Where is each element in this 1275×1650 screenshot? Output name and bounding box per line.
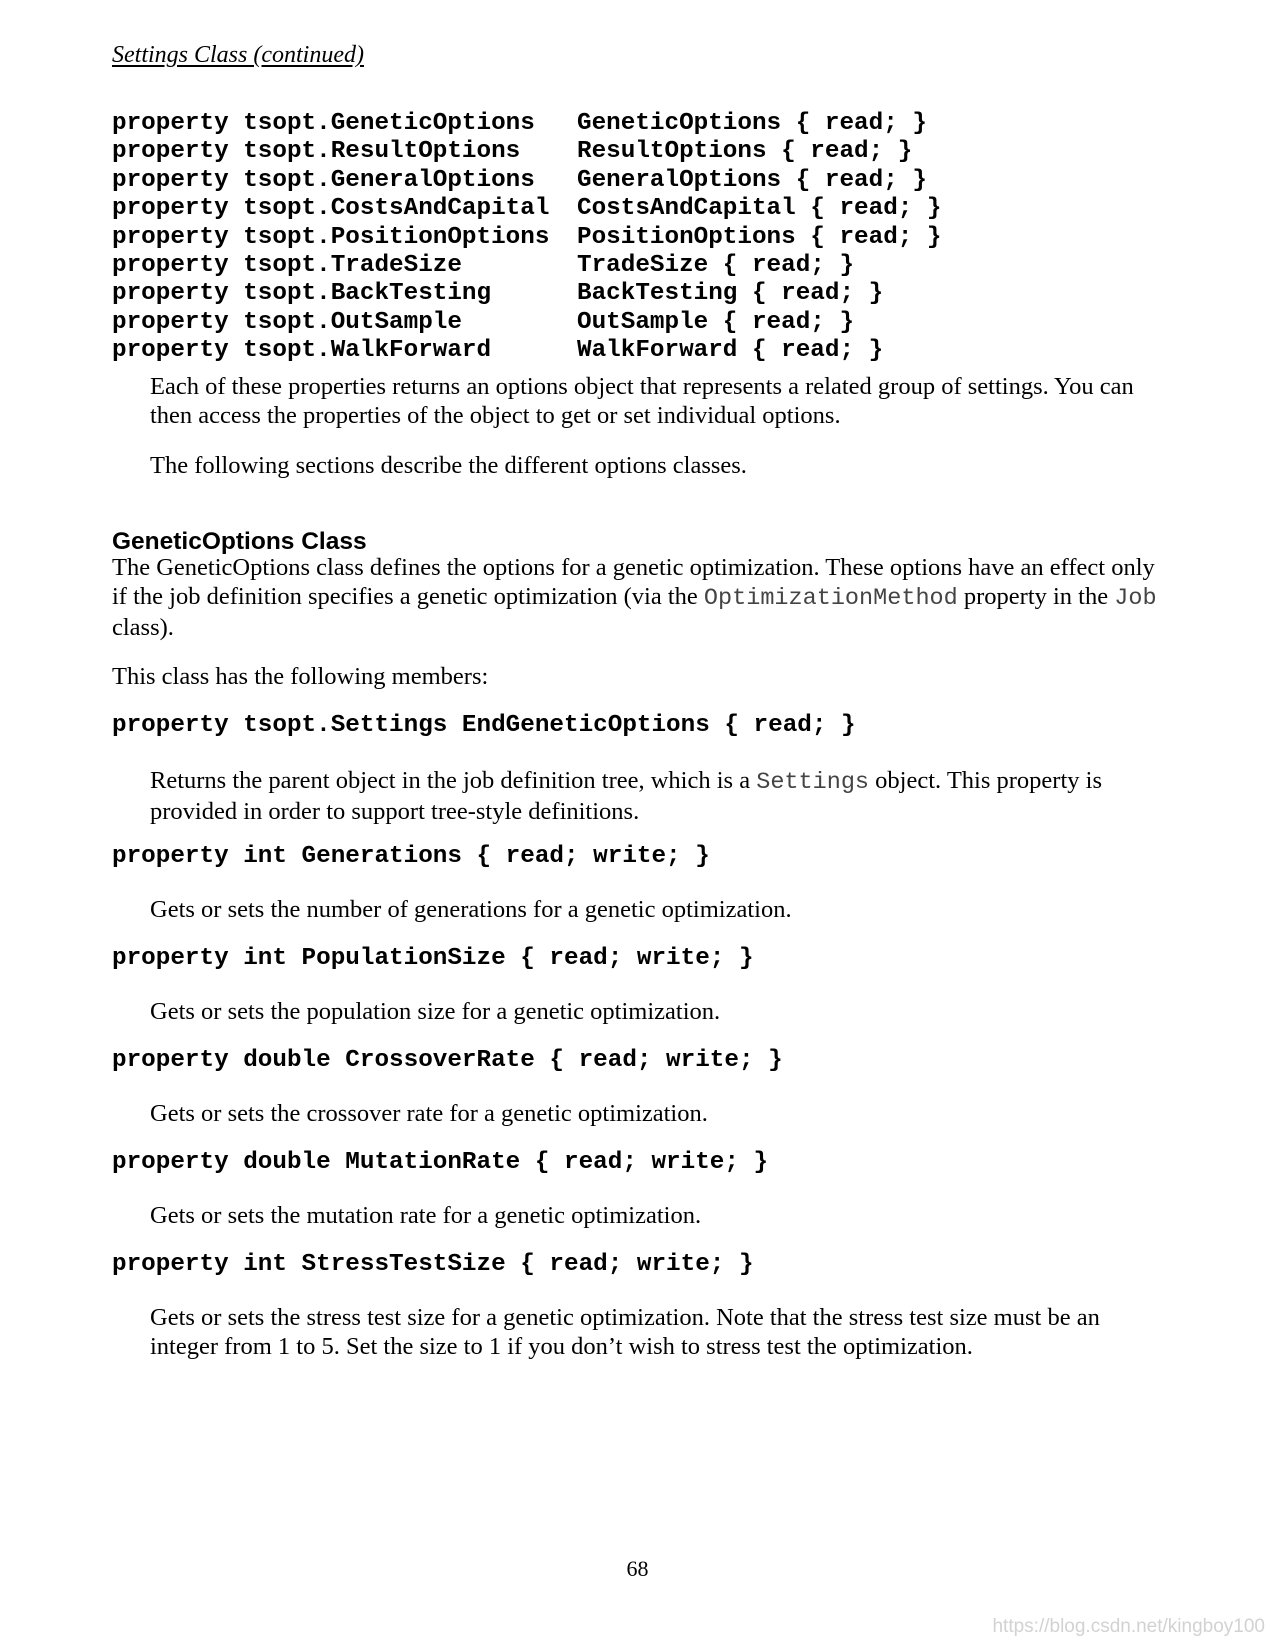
property-row-genetic-options <box>112 110 942 138</box>
property-accessor: CostsAndCapital { read; } <box>577 195 942 223</box>
member-description-population-size: Gets or sets the population size for a genetic optimization. <box>150 998 721 1025</box>
property-accessor: WalkForward { read; } <box>577 337 884 365</box>
property-row-walk-forward <box>112 337 942 365</box>
property-declaration: property tsopt.OutSample <box>112 308 462 336</box>
inline-code-settings: Settings <box>756 769 870 796</box>
property-row-position-options <box>112 224 942 252</box>
property-row-trade-size <box>112 252 942 280</box>
description-text: The GeneticOptions class defines the options for a genetic optimization. These options have an effect only if the job definition specifies a genetic optimization (via the <box>112 554 1155 610</box>
members-intro: This class has the following members: <box>112 663 489 690</box>
property-row-result-options <box>112 138 942 166</box>
property-accessor: PositionOptions { read; } <box>577 223 942 251</box>
property-declaration: property tsopt.PositionOptions <box>112 223 550 251</box>
description-text: object. This property is provided in order to support tree-style definitions. <box>150 767 1102 825</box>
property-declaration: property tsopt.BackTesting <box>112 280 492 308</box>
running-header: Settings Class (continued) <box>112 42 364 68</box>
inline-code-optimization-method: OptimizationMethod <box>703 585 958 612</box>
property-accessor: OutSample { read; } <box>577 308 855 336</box>
description-text: class). <box>112 614 174 641</box>
member-description-stress-test-size: Gets or sets the stress test size for a genetic optimization. Note that the stress test size must be an integer from 1 to 5. Set the size to 1 if you don’t wish to stress test the optimization. <box>150 1304 1100 1360</box>
genetic-options-description <box>112 553 1172 642</box>
property-accessor: GeneralOptions { read; } <box>577 166 927 194</box>
property-declaration: property tsopt.CostsAndCapital <box>112 195 550 223</box>
intro-paragraph: Each of these properties returns an options object that represents a related group of settings. You can then access the properties of the object to get or set individual options. <box>150 373 1134 429</box>
property-declaration: property tsopt.TradeSize <box>112 251 462 279</box>
member-description-generations: Gets or sets the number of generations for a genetic optimization. <box>150 896 792 923</box>
member-signature-mutation-rate: property double MutationRate { read; write; } <box>112 1149 769 1176</box>
property-declaration: property tsopt.WalkForward <box>112 337 492 365</box>
property-row-general-options <box>112 167 942 195</box>
settings-properties-table <box>112 110 942 366</box>
genetic-options-heading: GeneticOptions Class <box>112 528 367 555</box>
page-number: 68 <box>626 1556 649 1581</box>
sections-intro-paragraph: The following sections describe the different options classes. <box>150 452 747 479</box>
member-signature-end-genetic-options: property tsopt.Settings EndGeneticOptions { read; } <box>112 712 856 739</box>
property-declaration: property tsopt.GeneticOptions <box>112 110 535 137</box>
member-signature-crossover-rate: property double CrossoverRate { read; write; } <box>112 1047 783 1074</box>
property-declaration: property tsopt.GeneralOptions <box>112 166 535 194</box>
member-description-crossover-rate: Gets or sets the crossover rate for a genetic optimization. <box>150 1100 708 1127</box>
property-row-back-testing <box>112 280 942 308</box>
property-declaration: property tsopt.ResultOptions <box>112 138 521 166</box>
property-row-out-sample <box>112 309 942 337</box>
property-accessor: BackTesting { read; } <box>577 280 884 308</box>
property-accessor: ResultOptions { read; } <box>577 138 913 166</box>
watermark: https://blog.csdn.net/kingboy100 <box>992 1616 1265 1637</box>
member-signature-stress-test-size: property int StressTestSize { read; write; } <box>112 1251 754 1278</box>
property-accessor: GeneticOptions { read; } <box>577 110 927 137</box>
description-text: property in the <box>957 583 1115 610</box>
member-description-end-genetic-options <box>150 766 1170 826</box>
description-text: Returns the parent object in the job definition tree, which is a <box>150 767 757 794</box>
property-row-costs-and-capital <box>112 195 942 223</box>
member-description-mutation-rate: Gets or sets the mutation rate for a genetic optimization. <box>150 1202 702 1229</box>
inline-code-job: Job <box>1114 585 1157 612</box>
property-accessor: TradeSize { read; } <box>577 251 855 279</box>
member-signature-generations: property int Generations { read; write; } <box>112 843 710 870</box>
member-signature-population-size: property int PopulationSize { read; write; } <box>112 945 754 972</box>
